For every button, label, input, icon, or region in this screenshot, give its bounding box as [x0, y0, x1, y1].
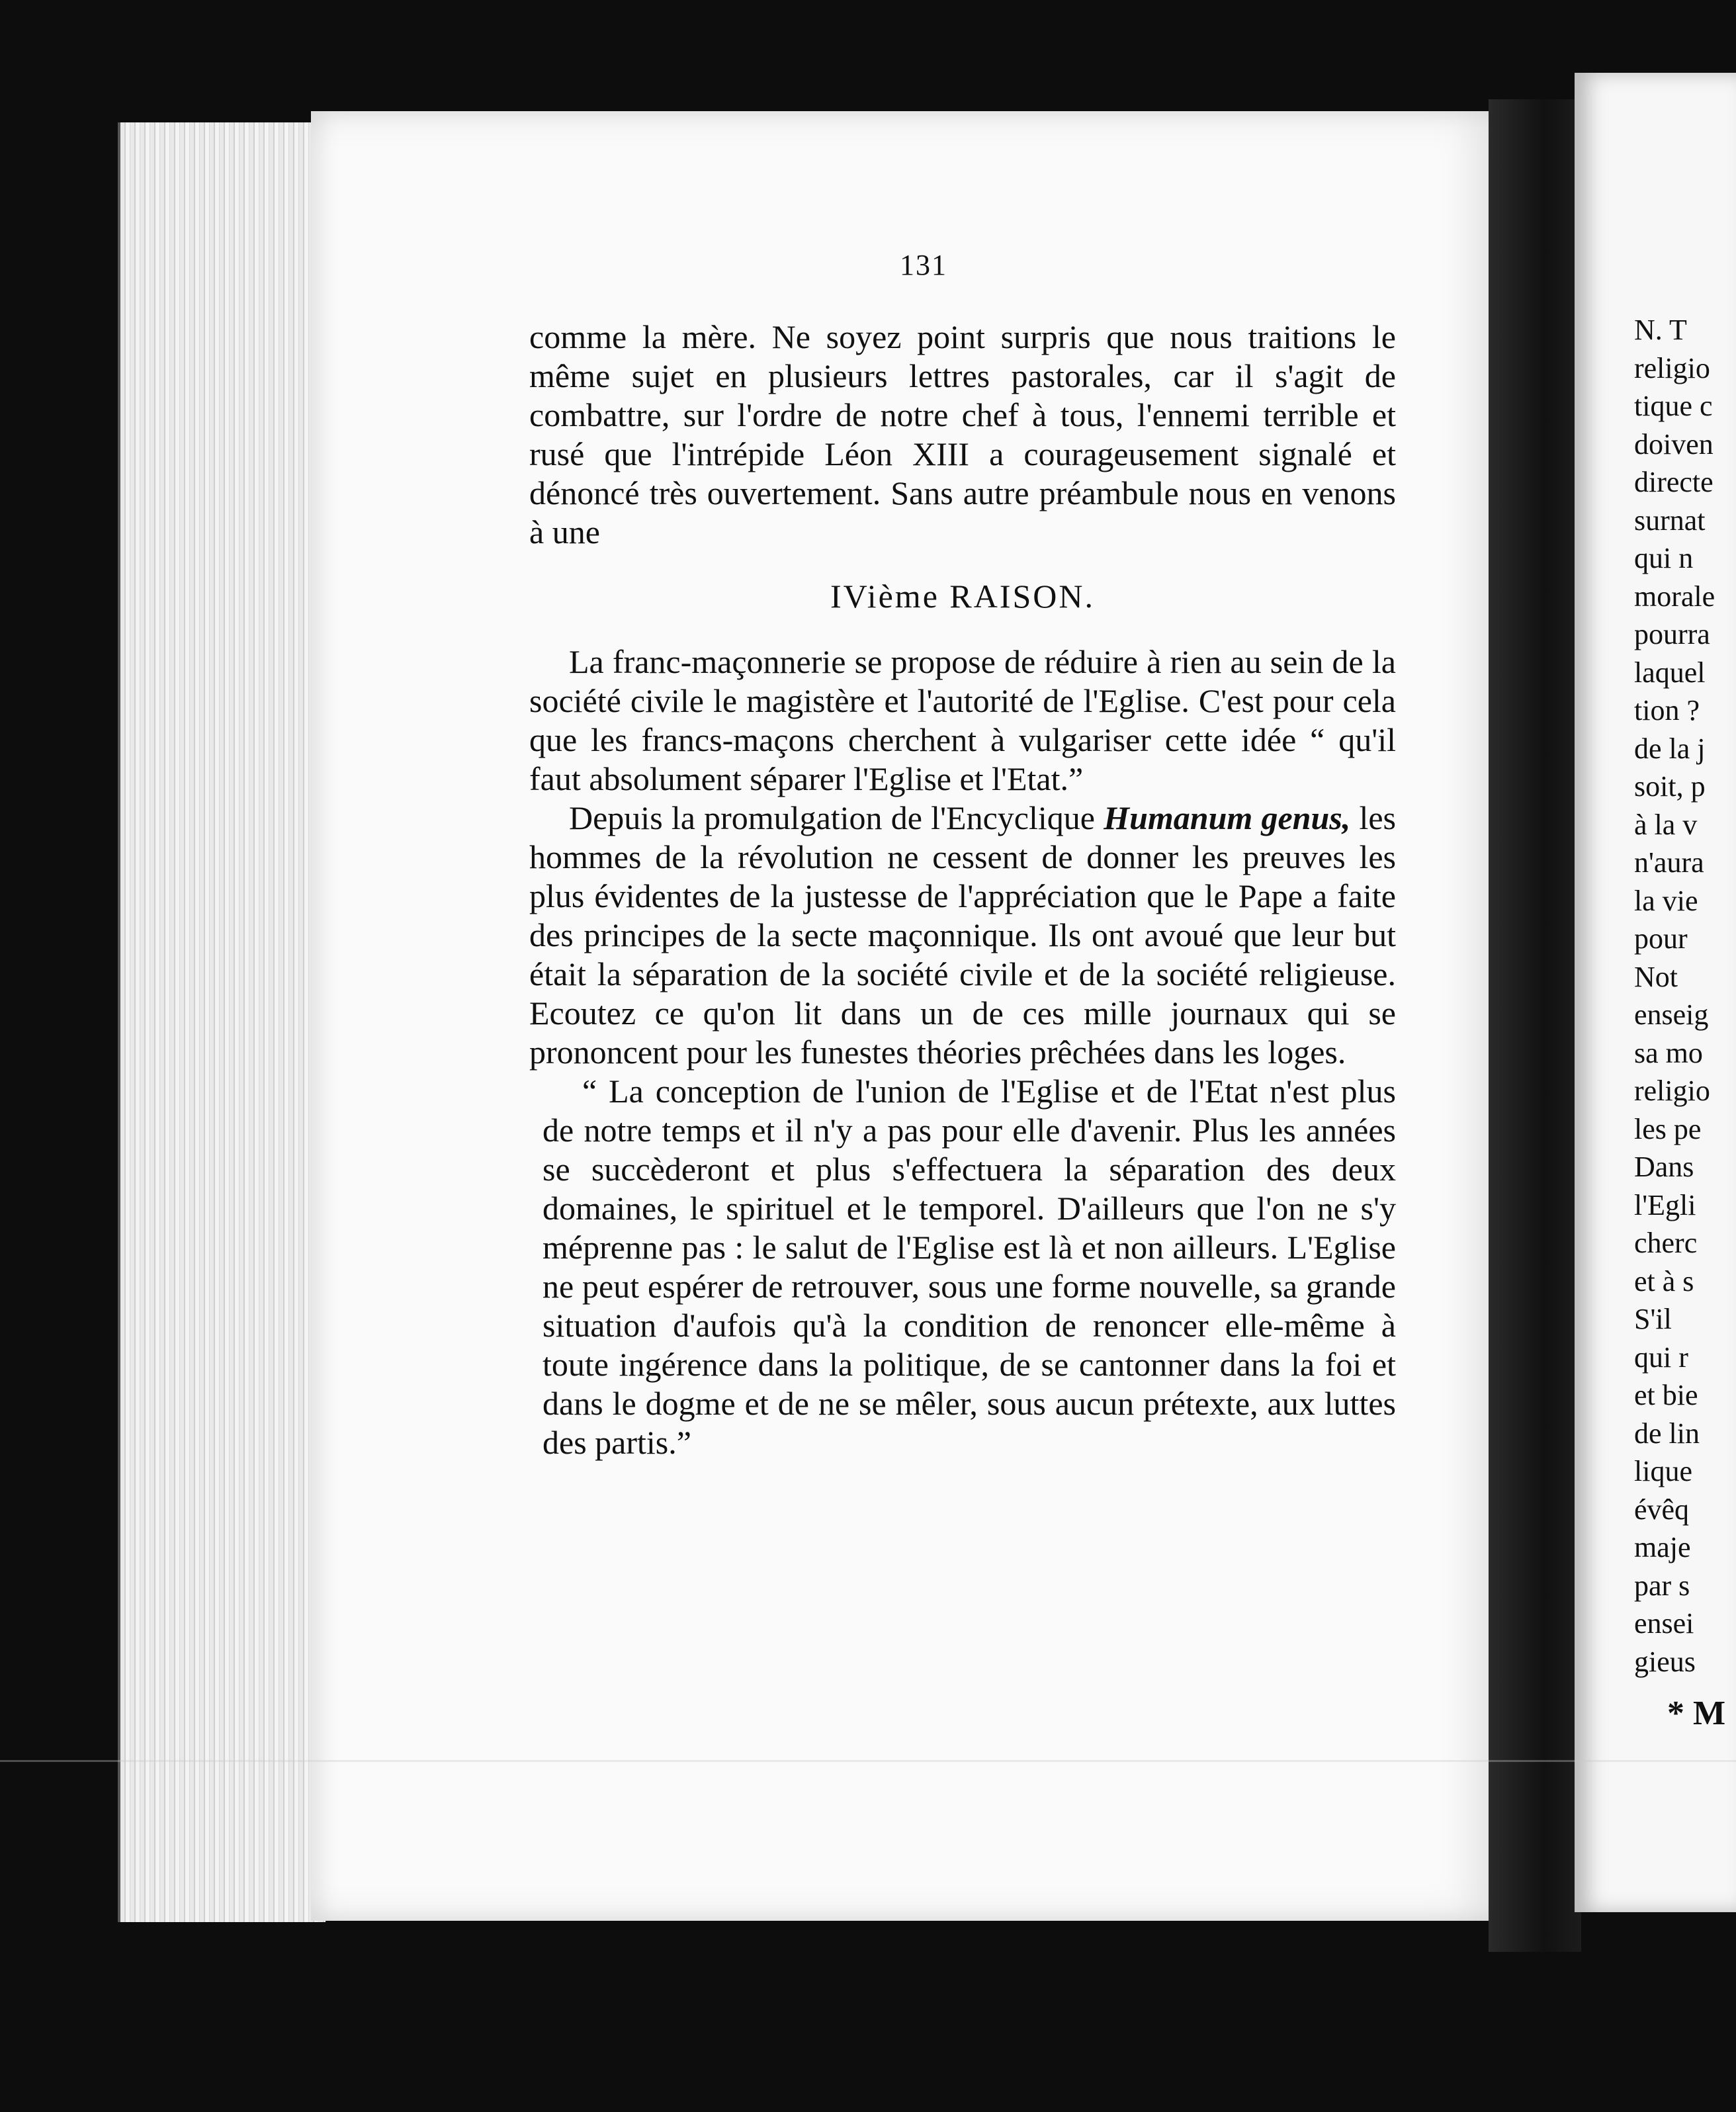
right-page-line: cherc — [1634, 1227, 1698, 1259]
right-page-line: pour — [1634, 922, 1688, 955]
right-page-line: gieus — [1634, 1645, 1696, 1678]
right-page-line: tion ? — [1634, 694, 1700, 726]
right-page-line: les pe — [1634, 1112, 1702, 1145]
page-body — [529, 318, 1396, 1462]
quotation: “ La conception de l'union de l'Eglise et de l'Etat n'est plus de notre temps et il n'y a pas pour elle d'avenir. Plus les années se succèderont et plus s'effectuera la séparation des deux domaines, le spirituel et le temporel. D'ailleurs que l'on ne s'y méprenne pas : le salut de l'Eglise est là et non ailleurs. L'Eglise ne peut espérer de retrouver, sous une forme nouvelle, sa grande situation d'aufois qu'à la condition de renoncer elle-même à toute ingérence dans la politique, de se cantonner dans la foi et dans le dogme et de ne se mêler, sous aucun prétexte, aux luttes des partis.” — [542, 1073, 1396, 1461]
right-page-line: S'il — [1634, 1303, 1672, 1335]
right-page-line: ensei — [1634, 1607, 1694, 1640]
right-page-footer: * M — [1667, 1694, 1726, 1732]
right-page-line: N. T — [1634, 314, 1687, 346]
right-page-line: laquel — [1634, 656, 1706, 689]
right-page-line: religio — [1634, 351, 1710, 384]
page-number: 131 — [900, 249, 947, 281]
right-page-line: religio — [1634, 1075, 1710, 1107]
right-page-line: sa mo — [1634, 1036, 1703, 1069]
right-page-line: surnat — [1634, 504, 1706, 537]
right-page-line: morale — [1634, 580, 1715, 613]
right-page-line: tique c — [1634, 390, 1713, 422]
paragraph-2 — [529, 799, 1396, 1072]
right-page-line: qui n — [1634, 542, 1694, 574]
right-page-line: Not — [1634, 960, 1678, 993]
right-page-line: la vie — [1634, 884, 1698, 917]
right-page-line: de lin — [1634, 1417, 1700, 1450]
section-heading: IVième RAISON. — [830, 578, 1096, 615]
right-page-line: et bie — [1634, 1379, 1698, 1411]
right-page-line: par s — [1634, 1569, 1690, 1602]
right-page-text — [1634, 311, 1736, 1681]
right-page-line: doiven — [1634, 427, 1714, 461]
paragraph-2-start: Depuis la promulgation de l'Encyclique — [569, 799, 1104, 836]
page-edge-stack — [118, 122, 326, 1922]
right-page-line: n'aura — [1634, 846, 1704, 879]
paragraph-2-rest: les hommes de la révolution ne cessent de donner les preuves les plus évidentes de la justesse de l'appréciation que le Pape a faite des principes de la secte maçonnique. Ils ont avoué que leur but était la séparation de la société civile et de la société religieuse. Ecoutez ce qu'on lit dans un de ces mille journaux qui se prononcent pour les funestes théories prêchées dans les loges. — [529, 799, 1396, 1071]
right-page-line: soit, p — [1634, 770, 1706, 803]
right-page-line: et à s — [1634, 1264, 1694, 1298]
book-gutter — [1489, 99, 1581, 1952]
right-page-line: évêq — [1634, 1493, 1690, 1526]
right-page-line: lique — [1634, 1455, 1692, 1487]
right-page-line: pourra — [1634, 618, 1710, 650]
right-page-line: de la j — [1634, 732, 1706, 765]
opening-paragraph: comme la mère. Ne soyez point surpris que nous traitions le même sujet en plusieurs lettres pastorales, car il s'agit de combattre, sur l'ordre de notre chef à tous, l'ennemi terrible et rusé que l'intrépide Léon XIII a courageusement signalé et dénoncé très ouvertement. Sans autre préambule nous en venons à une — [529, 318, 1396, 550]
right-page-line: l'Egli — [1634, 1188, 1696, 1221]
right-page-line: Dans — [1634, 1151, 1694, 1183]
right-page-line: directe — [1634, 466, 1714, 498]
encyclical-title: Humanum genus, — [1104, 799, 1351, 836]
right-page-line: enseig — [1634, 998, 1709, 1031]
right-page-line: à la v — [1634, 808, 1698, 841]
right-page-line: qui r — [1634, 1341, 1688, 1374]
right-page-line: maje — [1634, 1531, 1691, 1563]
scan-line — [0, 1760, 1736, 1762]
paragraph-1: La franc-maçonnerie se propose de réduire à rien au sein de la société civile le magistère et l'autorité de l'Eglise. C'est pour cela que les francs-maçons cherchent à vulgariser cette idée “ qu'il faut absolument séparer l'Eglise et l'Etat.” — [529, 643, 1396, 797]
